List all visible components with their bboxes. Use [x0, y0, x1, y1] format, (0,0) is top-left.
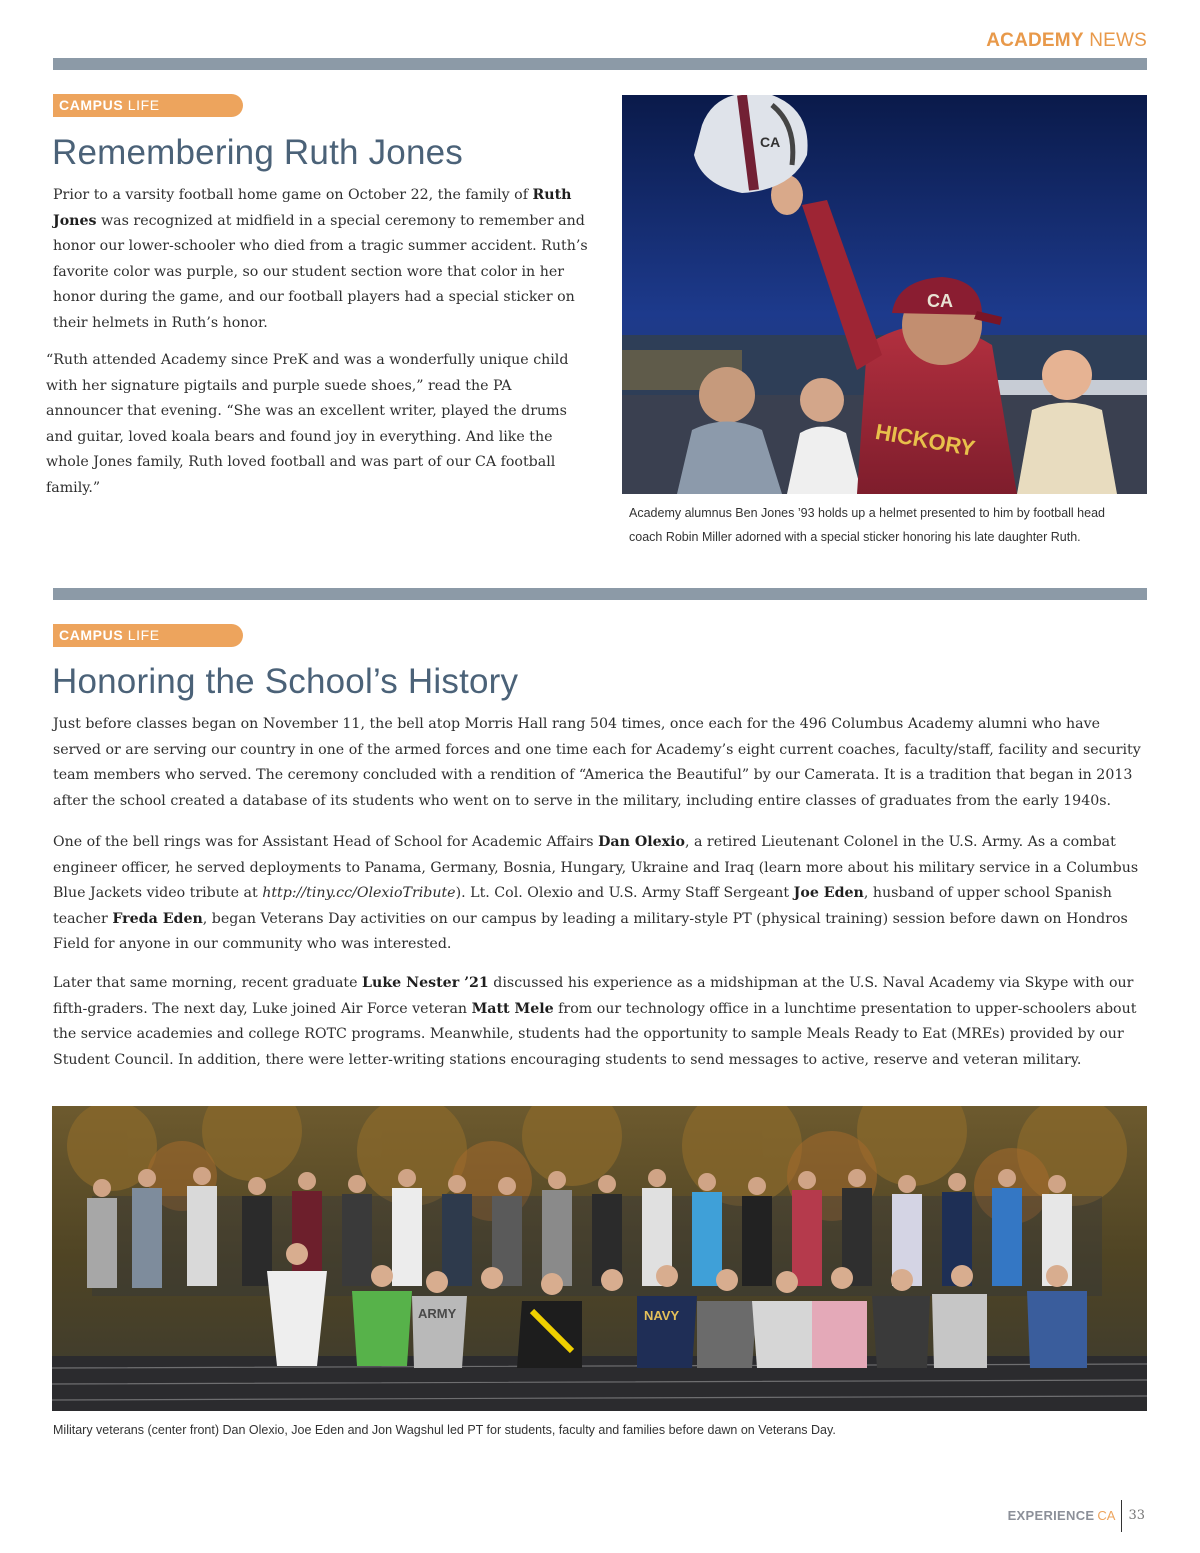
- shirt-navy-text: NAVY: [644, 1308, 680, 1323]
- person-name: Dan Olexio: [598, 834, 685, 850]
- article-paragraph: [53, 971, 1147, 1073]
- divider-top: [53, 58, 1147, 70]
- article-title: Honoring the School’s History: [52, 662, 519, 701]
- header-light: NEWS: [1083, 30, 1147, 51]
- photo-group-veterans: [52, 1106, 1147, 1411]
- article-title: Remembering Ruth Jones: [52, 133, 463, 172]
- tribute-link[interactable]: http://tiny.cc/OlexioTribute: [262, 885, 456, 901]
- header-strong: ACADEMY: [986, 30, 1084, 51]
- article-paragraph: Just before classes began on November 11, the bell atop Morris Hall rang 504 times, once each for the 496 Columbus Academy alumni who have served or are serving our country in one of the armed forces and one time each for Academy’s eight current coaches, faculty/staff, facility and security team members who served. The ceremony concluded with a rendition of “America the Beautiful” by our Camerata. It is a tradition that began in 2013 after the school created a database of its students who went on to serve in the military, including entire classes of graduates from the early 1940s.: [53, 716, 1141, 809]
- text-run: , a retired Lieutenant Colonel in the U.S. Army. As a combat engineer officer, he served deployments to Panama, Germany, Bosnia, Hungary, Ukraine and Iraq (learn more about his military service in a Columbus Blue Jackets video tribute at: [53, 834, 1139, 901]
- text-run: One of the bell rings was for Assistant Head of School for Academic Affairs: [53, 834, 599, 850]
- text-run: from our technology office in a lunchtime presentation to upper-schoolers about the service academies and college ROTC programs. Meanwhile, students had the opportunity to sample Meals Ready to Eat (MREs) provided by our Student Council. In addition, there were letter-writing stations encouraging students to send messages to active, reserve and veteran military.: [53, 1000, 1137, 1068]
- tag-light: LIFE: [123, 627, 160, 643]
- divider-middle: [53, 588, 1147, 600]
- person-name: Ruth Jones: [53, 187, 572, 229]
- text-run: Later that same morning, recent graduate: [53, 975, 363, 991]
- text-run: , began Veterans Day activities on our campus by leading a military-style PT (physical training) session before dawn on Hondros Field for anyone in our community who was interested.: [53, 910, 1128, 952]
- helmet-logo-text: CA: [760, 134, 781, 150]
- page-footer: [1008, 1500, 1145, 1532]
- article-paragraph: [53, 830, 1147, 958]
- footer-divider: [1121, 1500, 1122, 1532]
- shirt-army-text: ARMY: [418, 1306, 457, 1321]
- tag-strong: CAMPUS: [59, 627, 124, 643]
- person-name: Joe Eden: [793, 885, 864, 901]
- person-name: Matt Mele: [471, 1000, 554, 1017]
- magazine-name: EXPERIENCE: [1007, 1508, 1095, 1523]
- person-name: Luke Nester ’21: [362, 975, 489, 991]
- photo-caption: Academy alumnus Ben Jones ’93 holds up a helmet presented to him by football head coach Robin Miller adorned with a special sticker honoring his late daughter Ruth.: [629, 506, 1105, 544]
- page-number: 33: [1128, 1508, 1145, 1523]
- tag-light: LIFE: [123, 97, 160, 113]
- section-header: [986, 30, 1147, 52]
- person-name: Freda Eden: [112, 910, 203, 927]
- article-quote-paragraph: “Ruth attended Academy since PreK and was a wonderfully unique child with her signature pigtails and purple suede shoes,” read the PA announcer that evening. “She was an excellent writer, played the drums and guitar, loved koala bears and found joy in everything. And like the whole Jones family, Ruth loved football and was part of our CA football family.”: [46, 352, 569, 496]
- magazine-name-accent: CA: [1097, 1508, 1116, 1523]
- text-run: was recognized at midfield in a special ceremony to remember and honor our lower-schooler who died from a tragic summer accident. Ruth’s favorite color was purple, so our student section wore that color in her honor during the game, and our football players had a special sticker on their helmets in Ruth’s honor.: [53, 212, 588, 331]
- cap-logo-text: CA: [927, 291, 953, 311]
- hoodie-text: HICKORY: [873, 418, 977, 462]
- text-run: , husband of upper school Spanish teacher: [53, 885, 1112, 927]
- photo-caption: Military veterans (center front) Dan Olexio, Joe Eden and Jon Wagshul led PT for students, faculty and families before dawn on Veterans Day.: [53, 1423, 836, 1437]
- category-tag: [53, 94, 243, 117]
- photo-helmet-ceremony: [622, 95, 1147, 494]
- tag-strong: CAMPUS: [59, 97, 124, 113]
- article-paragraph: [53, 183, 593, 336]
- text-run: discussed his experience as a midshipman at the U.S. Naval Academy via Skype with our fifth-graders. The next day, Luke joined Air Force veteran: [53, 975, 1134, 1017]
- category-tag: [53, 624, 243, 647]
- text-run: Prior to a varsity football home game on October 22, the family of: [53, 187, 533, 203]
- text-run: ). Lt. Col. Olexio and U.S. Army Staff Sergeant: [455, 885, 794, 901]
